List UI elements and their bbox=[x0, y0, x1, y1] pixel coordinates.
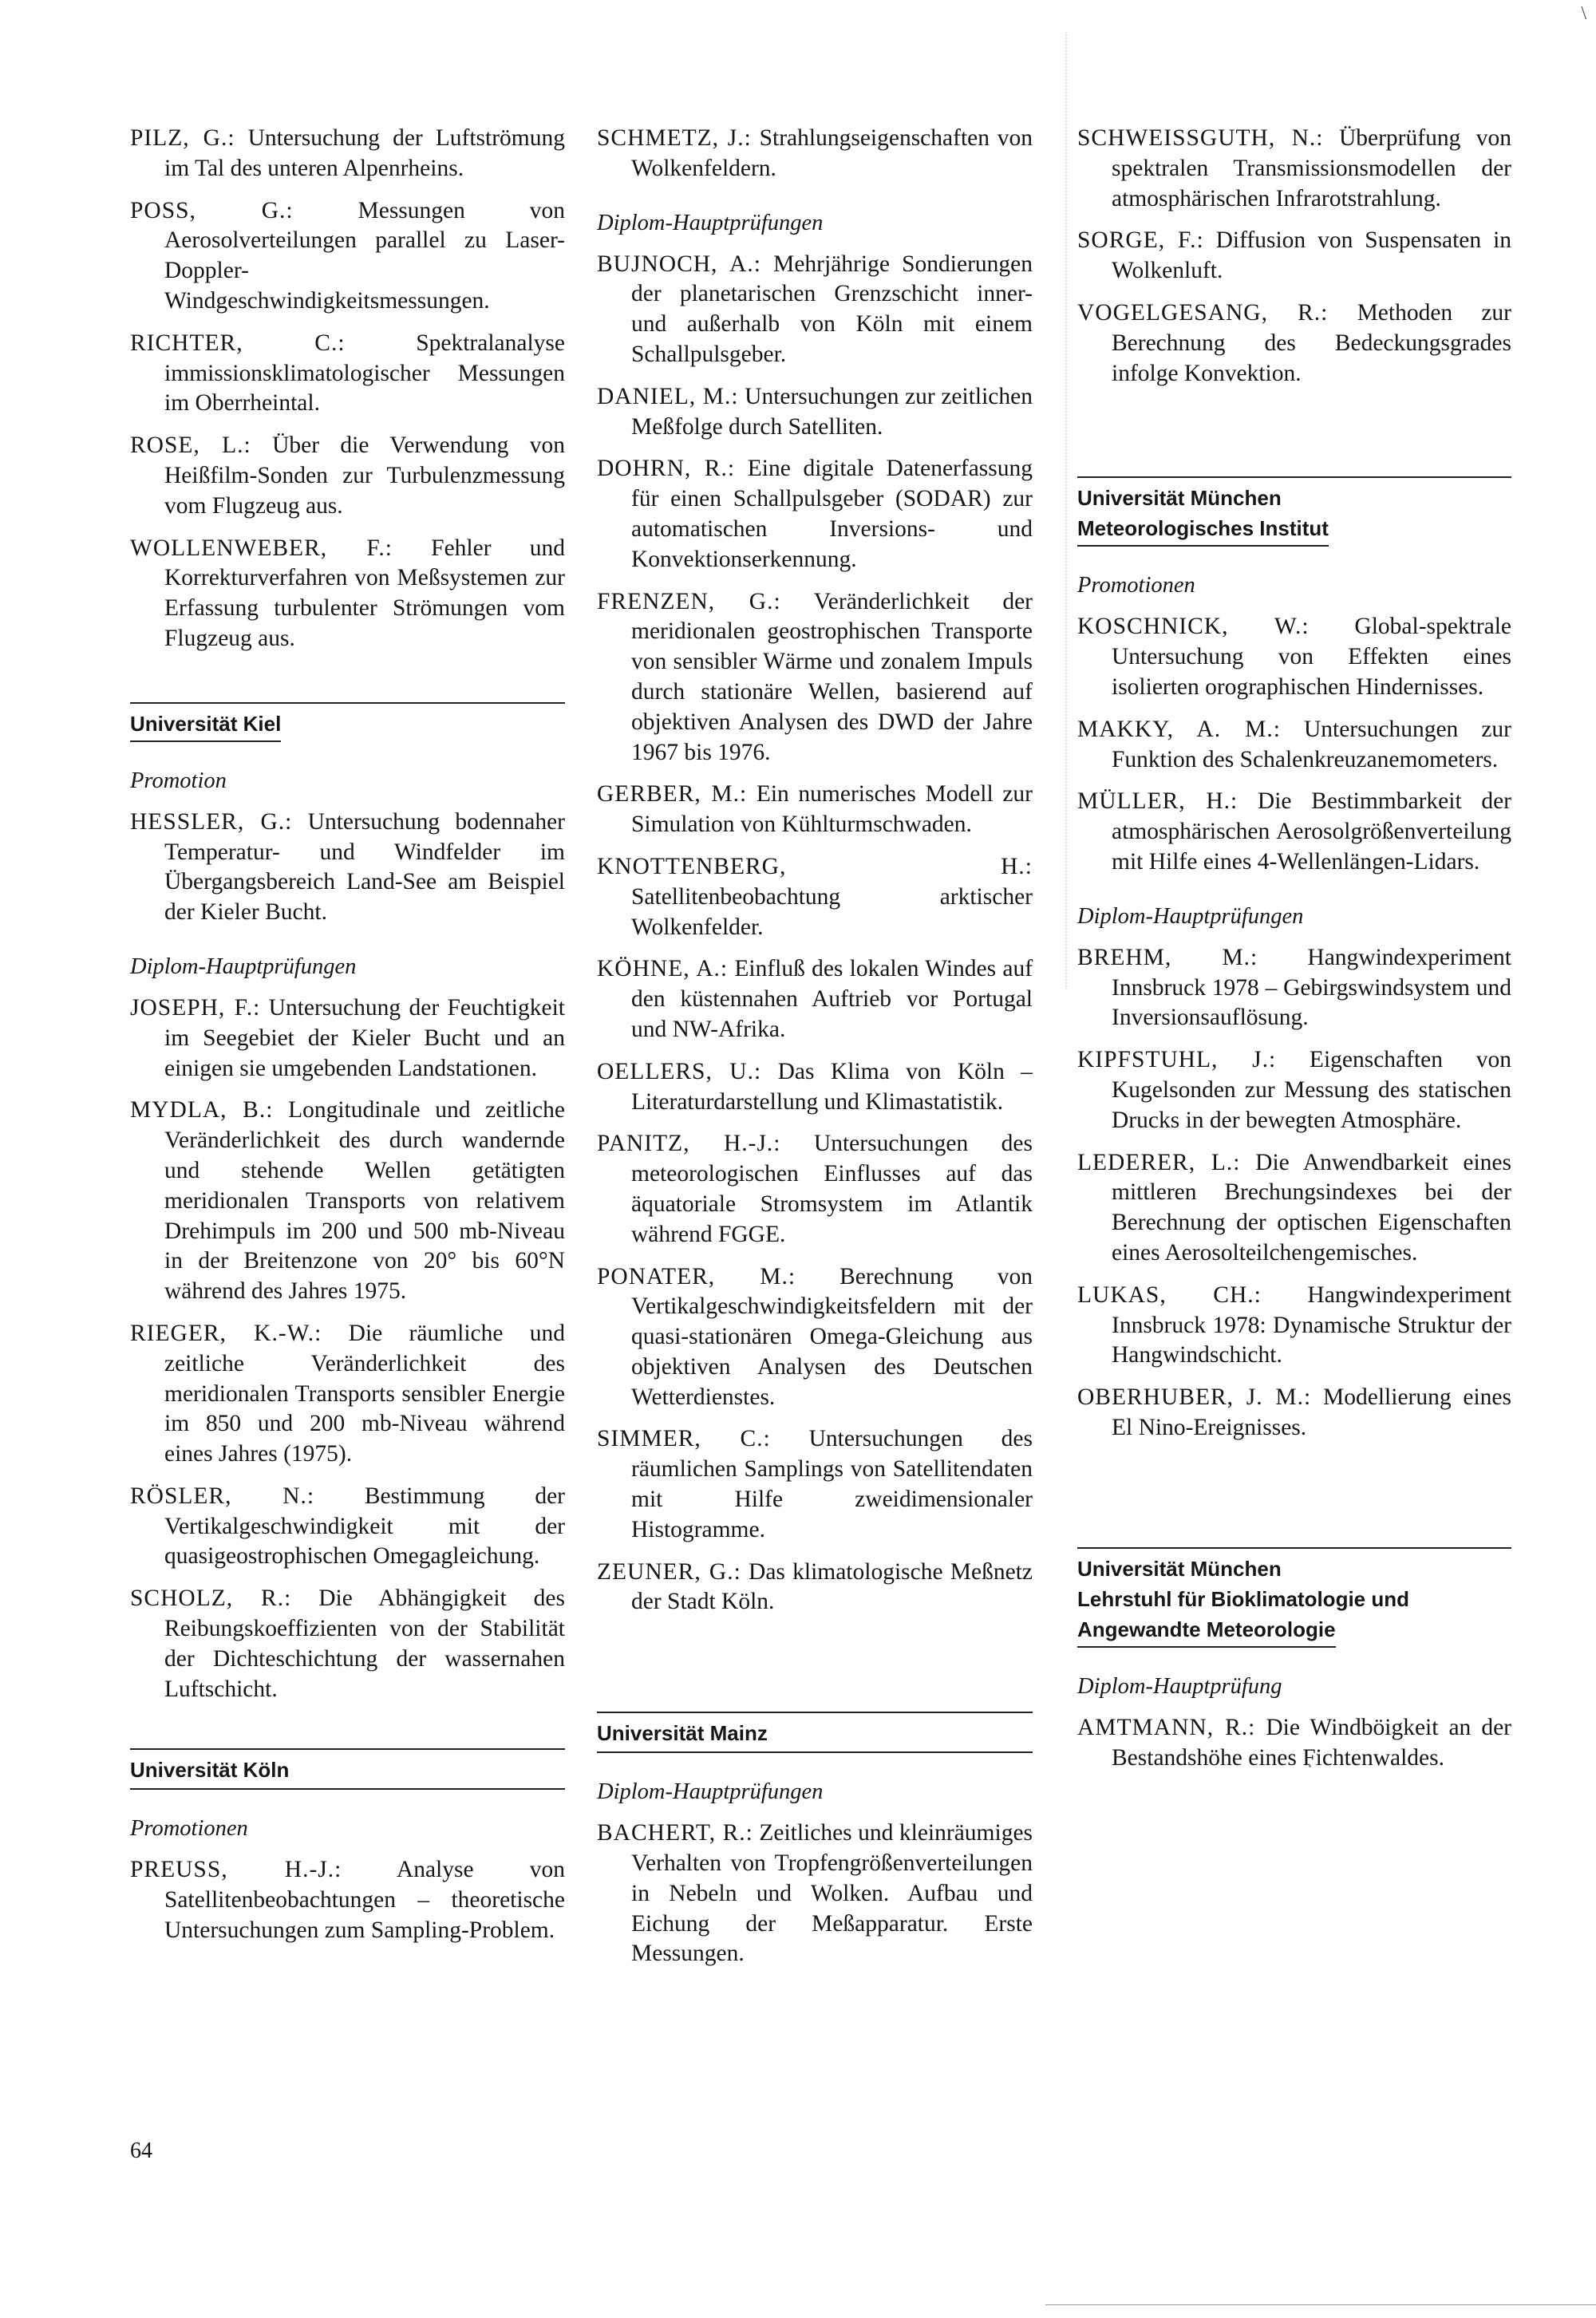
bibliography-entry bbox=[597, 1129, 1033, 1250]
entry-list bbox=[1077, 124, 1511, 389]
entry-author: PREUSS, H.-J.: bbox=[130, 1857, 342, 1883]
bibliography-entry bbox=[130, 1319, 565, 1470]
entry-author: WOLLENWEBER, F.: bbox=[130, 535, 393, 561]
section-koeln-heading bbox=[130, 1748, 565, 1790]
entry-title: Modellierung eines El Nino-Ereignisses. bbox=[1112, 1384, 1511, 1440]
entry-title: Global-spektrale Untersuchung von Effekten eines isolierten orographischen Hindernisses. bbox=[1112, 614, 1511, 700]
entry-title: Überprüfung von spektralen Transmissionsmodellen der atmosphärischen Infrarotstrahlung. bbox=[1112, 125, 1512, 211]
entry-author: OELLERS, U.: bbox=[597, 1058, 762, 1084]
section-kiel-heading bbox=[130, 702, 565, 742]
heading-muenchen: Universität München bbox=[1077, 1556, 1282, 1581]
entry-list bbox=[1077, 612, 1511, 877]
entry-author: DOHRN, R.: bbox=[597, 456, 736, 482]
entry-author: ZEUNER, G.: bbox=[597, 1558, 741, 1585]
entry-title: Satellitenbeobachtung arktischer Wolkenfelder. bbox=[631, 883, 1033, 940]
bibliography-entry bbox=[130, 1096, 565, 1307]
entry-list bbox=[130, 124, 565, 654]
bibliography-entry bbox=[1077, 1713, 1511, 1774]
entry-author: LEDERER, L.: bbox=[1077, 1149, 1241, 1175]
bibliography-entry bbox=[1077, 612, 1511, 702]
entry-author: KIPFSTUHL, J.: bbox=[1077, 1047, 1277, 1073]
entry-title: Berechnung von Vertikalgeschwindigkeitsfeldern mit der quasi-stationären Omega-Gleichung aus objektiven Analysen des Deutschen Wetterdienstes. bbox=[631, 1263, 1033, 1410]
entry-list bbox=[130, 808, 565, 928]
entry-list bbox=[130, 993, 565, 1705]
entry-title: Bestimmung der Vertikalgeschwindigkeit mit der quasigeostrophischen Omegagleichung. bbox=[164, 1483, 566, 1570]
heading-muenchen: Universität München bbox=[1077, 486, 1282, 511]
entry-title: Das Klima von Köln – Literaturdarstellung und Klimastatistik. bbox=[631, 1058, 1033, 1115]
entry-title: Untersuchungen des meteorologischen Einflusses auf das äquatoriale Stromsystem im Atlantik während FGGE. bbox=[631, 1131, 1033, 1247]
entry-title: Longitudinale und zeitliche Veränderlichkeit des durch wandernde und stehende Wellen getätigten meridionalen Transports von relativem Drehimpuls im 200 und 500 mb-Niveau in der Breitenzone von 20° bis 60°N während des Jahres 1975. bbox=[164, 1097, 565, 1305]
entry-title: Untersuchung der Feuchtigkeit im Seegebiet der Kieler Bucht und an einigen sie umgebenden Landstationen. bbox=[164, 994, 565, 1081]
entry-author: ROSE, L.: bbox=[130, 432, 251, 459]
entry-title: Diffusion von Suspensaten in Wolkenluft. bbox=[1112, 227, 1512, 284]
entry-author: OBERHUBER, J. M.: bbox=[1077, 1384, 1312, 1411]
entry-title: Die Bestimmbarkeit der atmosphärischen Aerosolgrößenverteilung mit Hilfe eines 4-Wellenlängen-Lidars. bbox=[1112, 788, 1512, 875]
section-muenchen-heading bbox=[1077, 476, 1511, 547]
entry-author: FRENZEN, G.: bbox=[597, 588, 781, 614]
entry-title: Analyse von Satellitenbeobachtungen – theoretische Untersuchungen zum Sampling-Problem. bbox=[164, 1857, 566, 1944]
entry-title: Ein numerisches Modell zur Simulation von Kühlturmschwaden. bbox=[631, 781, 1033, 838]
entry-title: Untersuchungen zur zeitlichen Meßfolge durch Satelliten. bbox=[631, 383, 1033, 440]
entry-author: PILZ, G.: bbox=[130, 125, 235, 151]
bibliography-entry bbox=[1077, 715, 1511, 776]
entry-author: KNOTTENBERG, H.: bbox=[597, 853, 1033, 879]
entry-title: Hangwindexperiment Innsbruck 1978 – Gebirgswindsystem und Inversionsauflösung. bbox=[1112, 944, 1511, 1031]
entry-author: SCHOLZ, R.: bbox=[130, 1585, 292, 1612]
bibliography-entry bbox=[597, 1818, 1033, 1969]
entry-title: Untersuchung bodennaher Temperatur- und Windfelder im Übergangsbereich Land-See am Beispiel der Kieler Bucht. bbox=[164, 808, 565, 926]
entry-list bbox=[1077, 943, 1511, 1443]
entry-list bbox=[1077, 1713, 1511, 1774]
entry-title: Die räumliche und zeitliche Veränderlichkeit des meridionalen Transports sensibler Energie im 850 und 200 mb-Niveau während eines Jahres (1975). bbox=[164, 1320, 566, 1467]
bibliography-entry bbox=[597, 954, 1033, 1044]
entry-author: DANIEL, M.: bbox=[597, 383, 739, 409]
bibliography-entry bbox=[130, 124, 565, 184]
entry-author: GERBER, M.: bbox=[597, 781, 748, 808]
entry-author: BUJNOCH, A.: bbox=[597, 251, 761, 277]
entry-author: RÖSLER, N.: bbox=[130, 1483, 315, 1509]
entry-author: RICHTER, C.: bbox=[130, 330, 346, 356]
entry-title: Methoden zur Berechnung des Bedeckungsgrades infolge Konvektion. bbox=[1112, 299, 1512, 386]
bibliography-entry bbox=[130, 196, 565, 317]
scan-artifact-line bbox=[1065, 32, 1068, 989]
subheading-diplom: Diplom-Hauptprüfungen bbox=[130, 954, 357, 979]
entry-title: Messungen von Aerosolverteilungen parallel zu Laser-Doppler-Windgeschwindigkeitsmessungen. bbox=[164, 197, 565, 314]
column-right bbox=[1077, 124, 1511, 1785]
column-middle bbox=[597, 124, 1033, 1981]
bibliography-entry bbox=[597, 1057, 1033, 1118]
entry-author: SCHMETZ, J.: bbox=[597, 125, 752, 151]
bibliography-entry bbox=[597, 1424, 1033, 1545]
entry-author: BACHERT, R.: bbox=[597, 1820, 753, 1846]
bibliography-entry bbox=[597, 250, 1033, 370]
entry-author: BREHM, M.: bbox=[1077, 944, 1258, 970]
entry-author: RIEGER, K.-W.: bbox=[130, 1320, 322, 1346]
bibliography-entry bbox=[1077, 943, 1511, 1033]
entry-author: KÖHNE, A.: bbox=[597, 956, 729, 982]
entry-author: MAKKY, A. M.: bbox=[1077, 716, 1281, 742]
entry-author: KOSCHNICK, W.: bbox=[1077, 614, 1310, 640]
bibliography-entry bbox=[1077, 298, 1511, 389]
entry-author: AMTMANN, R.: bbox=[1077, 1714, 1256, 1740]
bibliography-entry bbox=[1077, 1045, 1511, 1135]
bibliography-entry bbox=[1077, 787, 1511, 877]
heading-angewandte: Angewandte Meteorologie bbox=[1077, 1614, 1336, 1648]
entry-author: HESSLER, G.: bbox=[130, 808, 293, 835]
entry-title: Hangwindexperiment Innsbruck 1978: Dynamische Struktur der Hangwindschicht. bbox=[1112, 1281, 1512, 1368]
bibliography-entry bbox=[597, 124, 1033, 184]
entry-title: Die Anwendbarkeit eines mittleren Brechungsindexes bei der Berechnung der optischen Eigenschaften eines Aerosolteilchengemisches. bbox=[1112, 1149, 1512, 1266]
column-left bbox=[130, 124, 565, 1958]
bibliography-entry bbox=[130, 1855, 565, 1945]
subheading-promotionen: Promotionen bbox=[130, 1816, 248, 1842]
entry-list bbox=[597, 250, 1033, 1618]
subheading-diplom: Diplom-Hauptprüfungen bbox=[597, 210, 824, 235]
section-mainz-heading bbox=[597, 1712, 1033, 1753]
entry-author: MYDLA, B.: bbox=[130, 1097, 274, 1123]
entry-title: Die Abhängigkeit des Reibungskoeffizienten von der Stabilität der Dichteschichtung der wassernahen Luftschicht. bbox=[164, 1585, 566, 1702]
entry-title: Zeitliches und kleinräumiges Verhalten von Tropfengrößenverteilungen in Nebeln und Wolken. Aufbau und Eichung der Meßapparatur. Erste Messungen. bbox=[631, 1820, 1033, 1967]
bibliography-entry bbox=[1077, 1383, 1511, 1443]
corner-mark: \ bbox=[1581, 3, 1586, 24]
bibliography-entry bbox=[597, 780, 1033, 840]
bibliography-entry bbox=[130, 1482, 565, 1572]
heading-mainz: Universität Mainz bbox=[597, 1721, 768, 1746]
bibliography-entry bbox=[1077, 1281, 1511, 1371]
heading-institut: Meteorologisches Institut bbox=[1077, 513, 1329, 547]
section-bioklimatologie-heading bbox=[1077, 1547, 1511, 1648]
entry-author: SCHWEISSGUTH, N.: bbox=[1077, 125, 1324, 151]
entry-title: Untersuchungen zur Funktion des Schalenkreuzanemometers. bbox=[1112, 716, 1511, 772]
bibliography-entry bbox=[130, 808, 565, 928]
bibliography-entry bbox=[130, 993, 565, 1084]
entry-title: Eigenschaften von Kugelsonden zur Messung des statischen Drucks in der bewegten Atmosphäre. bbox=[1112, 1047, 1512, 1133]
bibliography-entry bbox=[597, 852, 1033, 942]
entry-author: MÜLLER, H.: bbox=[1077, 788, 1238, 815]
entry-title: Fehler und Korrekturverfahren von Meßsystemen zur Erfassung turbulenter Strömungen vom Flugzeug aus. bbox=[164, 535, 565, 651]
entry-title: Untersuchung der Luftströmung im Tal des unteren Alpenrheins. bbox=[164, 125, 565, 181]
entry-title: Spektralanalyse immissionsklimatologischer Messungen im Oberrheintal. bbox=[164, 330, 565, 417]
entry-title: Einfluß des lokalen Windes auf den küstennahen Auftrieb vor Portugal und NW-Afrika. bbox=[631, 956, 1033, 1042]
entry-author: VOGELGESANG, R.: bbox=[1077, 299, 1329, 326]
bibliography-entry bbox=[597, 1558, 1033, 1618]
bibliography-entry bbox=[1077, 1148, 1511, 1269]
entry-author: LUKAS, CH.: bbox=[1077, 1281, 1262, 1308]
bibliography-entry bbox=[1077, 124, 1511, 214]
bibliography-entry bbox=[597, 382, 1033, 443]
bibliography-entry bbox=[130, 1584, 565, 1704]
entry-list bbox=[597, 124, 1033, 184]
subheading-diplom: Diplom-Hauptprüfungen bbox=[1077, 903, 1304, 929]
entry-title: Über die Verwendung von Heißfilm-Sonden zur Turbulenzmessung vom Flugzeug aus. bbox=[164, 432, 565, 519]
bibliography-entry bbox=[1077, 226, 1511, 286]
subheading-promotionen: Promotionen bbox=[1077, 573, 1195, 598]
entry-author: PONATER, M.: bbox=[597, 1263, 796, 1289]
bibliography-entry bbox=[130, 329, 565, 419]
entry-author: POSS, G.: bbox=[130, 197, 294, 223]
subheading-diplom: Diplom-Hauptprüfung bbox=[1077, 1673, 1282, 1699]
entry-list bbox=[130, 1855, 565, 1945]
entry-author: SORGE, F.: bbox=[1077, 227, 1204, 254]
bibliography-entry bbox=[597, 587, 1033, 768]
entry-list bbox=[597, 1818, 1033, 1969]
heading-kiel: Universität Kiel bbox=[130, 709, 281, 742]
bibliography-entry bbox=[597, 1262, 1033, 1413]
entry-title: Strahlungseigenschaften von Wolkenfeldern. bbox=[631, 125, 1033, 181]
entry-author: SIMMER, C.: bbox=[597, 1426, 771, 1452]
entry-title: Untersuchungen des räumlichen Samplings von Satellitendaten mit Hilfe zweidimensionaler Histogramme. bbox=[631, 1426, 1033, 1542]
entry-title: Das klimatologische Meßnetz der Stadt Köln. bbox=[631, 1558, 1033, 1615]
entry-title: Veränderlichkeit der meridionalen geostrophischen Transporte von sensibler Wärme und zonalem Impuls durch stationäre Wellen, basierend auf objektiven Analysen des DWD der Jahre 1967 bis 1976. bbox=[631, 588, 1033, 765]
bibliography-entry bbox=[130, 534, 565, 654]
subheading-diplom: Diplom-Hauptprüfungen bbox=[597, 1779, 824, 1805]
entry-title: Mehrjährige Sondierungen der planetarischen Grenzschicht inner- und außerhalb von Köln mit einem Schallpulsgeber. bbox=[631, 251, 1033, 367]
scan-bottom-line bbox=[1045, 2304, 1596, 2305]
subheading-promotion: Promotion bbox=[130, 768, 227, 793]
bibliography-entry bbox=[597, 454, 1033, 575]
bibliography-entry bbox=[130, 431, 565, 521]
entry-author: JOSEPH, F.: bbox=[130, 994, 261, 1021]
entry-title: Die Windböigkeit an der Bestandshöhe eines Fichtenwaldes. bbox=[1112, 1714, 1511, 1771]
heading-koeln: Universität Köln bbox=[130, 1758, 290, 1783]
entry-title: Eine digitale Datenerfassung für einen Schallpulsgeber (SODAR) zur automatischen Inversions- und Konvektionserkennung. bbox=[631, 456, 1033, 572]
page-number: 64 bbox=[130, 2138, 152, 2163]
entry-author: PANITZ, H.-J.: bbox=[597, 1131, 781, 1157]
heading-lehrstuhl: Lehrstuhl für Bioklimatologie und bbox=[1077, 1586, 1409, 1611]
